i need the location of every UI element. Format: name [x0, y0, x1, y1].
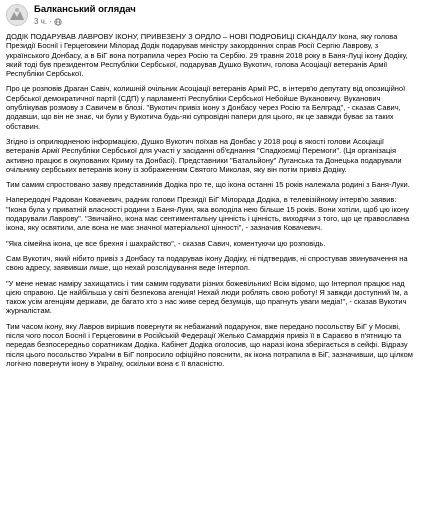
post-meta [34, 4, 136, 27]
post-sub-meta [34, 16, 136, 27]
post-paragraph: Згідно із оприлюдненою інформацією, Душко Вукотич поїхав на Донбас у 2018 році в якості голови Асоціації ветеранів Армії Республіки Сербської для участі у засіданні об'єднання "Спадкоємці Перемоги". (Ця організація активно працює в окупованих Криму та Донбасі). Представники "Батальйону" Луганська та Донецька подарували очільнику сербських ветеранів ікону із зображенням Святого Миколая, яку він потім привіз Додіку. [6, 136, 402, 174]
post-paragraph: Напередодні Радован Ковачевич, радник голови Президії БіГ Мілорада Додіка, в телевізійному інтерв'ю заявив: "Ікона була у приватній власності родини з Баня-Луки, яка володіла нею більше 15 років. Вони хотіли, щоб цю ікону подарували Лаврову". "Звичайно, ікона має сентиментальну цінність і цінність, виходячи з того, що це православна ікона, яку освятили, але вона не має значної матеріальної цінності", - зазначив Ковачевич. [6, 195, 410, 233]
meta-separator: · [49, 17, 52, 26]
page-name-link[interactable]: Балканський оглядач [34, 4, 136, 15]
post-header [6, 4, 419, 30]
post-paragraph: "Яка сімейна ікона, це все брехня і шахрайство", - сказав Савич, коментуючи цю розповідь. [6, 238, 326, 248]
post-timestamp[interactable]: 3 ч. [34, 17, 48, 26]
avatar-image-icon [7, 5, 27, 25]
post-paragraph: Тим часом ікону, яку Лавров вирішив повернути як небажаний подарунок, вже передано посольству БіГ у Москві, після чого посол Боснії і Герцеговини в Російській Федерації Желько Самарджія привіз її в Сараєво в п'ятницю та передав безпосередньо соратникам Додіка. Кабінет Додіка оголосив, що наразі ікона зберігається в сейфі. Відразу після цього посольство України в БіГ попросило офіційно пояснити, як ікона потрапила в БіГ, зазначивши, що цілком логічно повернути ікону в Україну, оскільки вона є її власністю. [6, 321, 413, 368]
post-paragraph: ДОДІК ПОДАРУВАВ ЛАВРОВУ ІКОНУ, ПРИВЕЗЕНУ З ОРДЛО – НОВІ ПОДРОБИЦІ СКАНДАЛУ Ікона, яку голова Президії Боснії і Герцеговини Мілорад Додік подарував міністру закордонних справ Росії Сергію Лаврову, з українського Донбасу, а в БіГ вона потрапила через Росію та Сербію. 29 травня 2018 року в Баня-Луці ікону Додіку, який тоді був президентом Республіки Сербської, подарував Душко Вукотич, голова Асоціації ветеранів Армії Республіки Сербської. [6, 32, 408, 79]
page-avatar[interactable] [6, 4, 28, 26]
post-body [6, 32, 419, 368]
post-paragraph: Про це розповів Драган Савіч, колишній очільник Асоціації ветеранів Армії РС, в інтерв'ю депутату від опозиційної Сербської демократичної партії (СДП) у парламенті Республіки Сербської Небойше Вукановичу. Вуканович опублікував розмову з Савичем в блозі. "Вукотич привіз ікону з Донбасу через Росію та Белград", - сказав Савич, додавши, що він не знає, чи були у Вукотича будь-які супровідні папери для цього, як це завжди буває за таких обставин. [6, 84, 406, 131]
post-paragraph: Тим самим спростовано заяву представників Додіка про те, що ікона останні 15 років належала родині з Баня-Луки. [6, 180, 410, 190]
post-paragraph: Сам Вукотич, який нібито привіз з Донбасу та подарував ікону Додіку, ні підтвердив, ні спростував звинувачення на свою адресу, заявивши лише, що нехай розслідування веде Інтерпол. [6, 253, 408, 273]
globe-icon[interactable] [54, 18, 62, 26]
post-paragraph: "У мене немає наміру захищатись і тим самим годувати різних божевільних! Всім відомо, що Інтерпол працює над цією справою. Це найбільша у світі безпекова агенція! Нехай люди роблять свою роботу! Я завжди доступний їм, а також усім агенціям держави, де багато хто з нас живе серед безумців, що прагнуть уваги медіа!", - сказав Вукотич журналістам. [6, 278, 408, 316]
